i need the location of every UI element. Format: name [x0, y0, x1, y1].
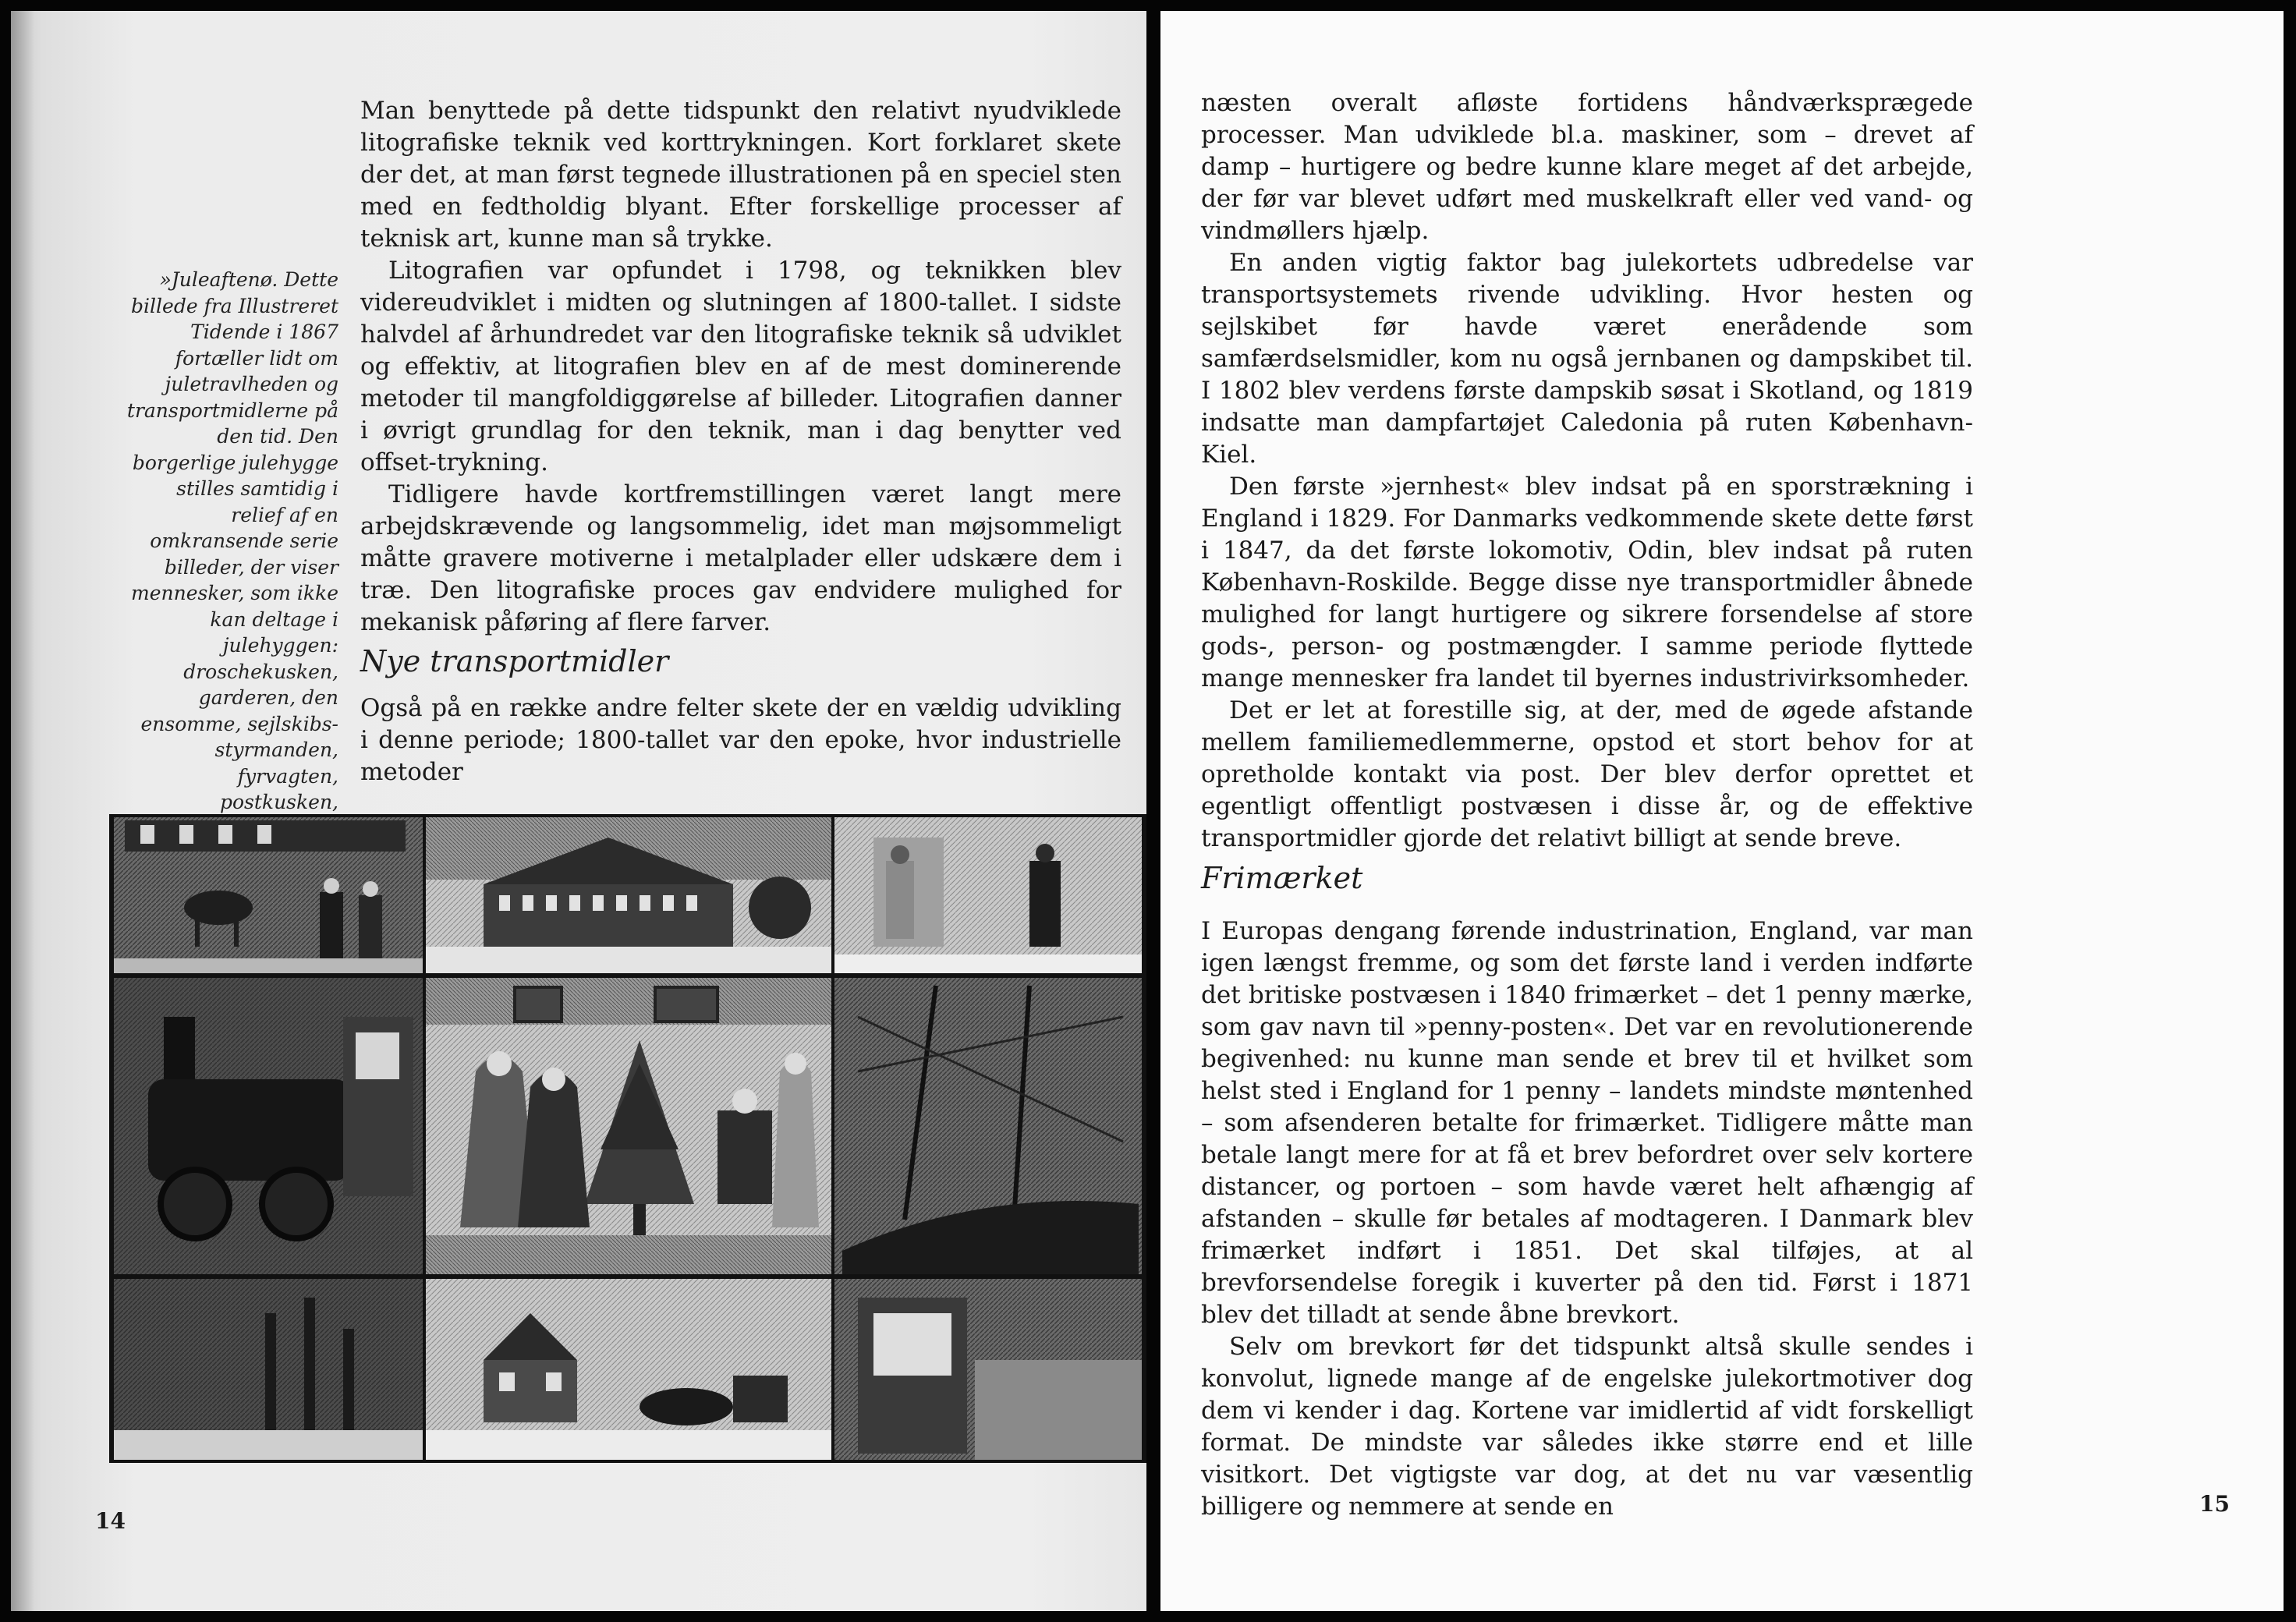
section-heading-transport: Nye transportmidler [360, 644, 669, 678]
section-heading-stamp: Frimærket [1201, 861, 1363, 895]
right-paragraph-5: I Europas dengang førende industrination, England, var man igen længst fremme, og som det første land i verden indførte det britiske postvæsen i 1840 frimærket – det 1 penny mærke, som gav navn til »penny-posten«. Det var en revolutionerende begivenhed: nu kunne man sende et brev til et hvilket som helst sted i England for 1 penny – landets mindste møntenhed – som afsenderen betalte for frimærket. Tidligere måtte man betale langt mere for at få et brev befordret over selv kortere distancer, og portoen – som havde været helt afhængig af afstanden – skulle før betales af modtageren. I Danmark blev frimærket indført i 1851. Det skal tilføjes, at al brevforsendelse foregik i kuverter på den tid. Først i 1871 blev det tilladt at sende åbne brevkort. [1201, 917, 1973, 1329]
right-paragraph-2: En anden vigtig faktor bag julekortets udbredelse var transportsystemets rivende udvikling. Hvor hesten og sejlskibet før havde været enerådende som samfærdselsmidler, kom nu også jernbanen og dampskibet til. I 1802 blev verdens første dampskib søsat i Skotland, og 1819 indsatte man dampfartøjet Caledonia på ruten København-Kiel. [1201, 249, 1973, 469]
page-number-right: 15 [2199, 1491, 2230, 1517]
left-body-text-after-heading [360, 692, 1121, 788]
panel-locomotive [114, 978, 423, 1274]
panel-christmas-tree-room [426, 978, 831, 1274]
christmas-eve-engraving [109, 814, 1146, 1463]
panel-sailing-ship [834, 978, 1142, 1274]
left-page [11, 11, 1146, 1611]
right-paragraph-1: næsten overalt afløste fortidens håndværksprægede processer. Man udviklede bl.a. maskiner, som – drevet af damp – hurtigere og bedre kunne klare meget af det arbejde, der før var blevet udført med muskelkraft eller ved vand- og vindmøllers hjælp. [1201, 89, 1973, 245]
page-number-left: 14 [95, 1508, 126, 1534]
panel-coachman [114, 817, 423, 973]
left-body-text [360, 95, 1121, 639]
image-caption: »Juleaftenø. Dette billede fra Illustreret Tidende i 1867 fortæller lidt om juletravlheden og transportmidlerne på den tid. Den borgerlige julehygge stilles samtidig i relief af en omkransende serie billeder, der viser mennesker, som ikke kan deltage i julehyggen: droschekusken, garderen, den ensomme, sejlskibs-styrmanden, fyrvagten, postkusken, [126, 268, 338, 813]
panel-building [426, 817, 831, 973]
engraving-collage [109, 814, 1146, 1463]
right-paragraph-6: Selv om brevkort før det tidspunkt altså skulle sendes i konvolut, lignede mange af de engelske julekortmotiver dog dem vi kender i dag. Kortene var imidlertid af vidt forskelligt format. De mindste var således ikke større end et lille visitkort. Det vigtigste var dog, at det nu var væsentlig billigere og nemmere at sende en [1201, 1333, 1973, 1521]
right-paragraph-3: Den første »jernhest« blev indsat på en sporstrækning i England i 1829. For Danmarks vedkommende skete dette først i 1847, da det første lokomotiv, Odin, blev indsat på ruten København-Roskilde. Begge disse nye transportmidler åbnede mulighed for langt hurtigere og sikrere forsendelse af store gods-, person- og postmængder. I samme periode flyttede mange mennesker fra landet til byernes industrivirksomheder. [1201, 473, 1973, 692]
right-body-text [1201, 87, 1973, 855]
left-paragraph-4: Også på en række andre felter skete der en vældig udvikling i denne periode; 1800-tallet var den epoke, hvor industrielle metoder [360, 694, 1121, 786]
right-page [1160, 11, 2284, 1611]
panel-post-coach [426, 1279, 831, 1460]
right-body-text-after-heading [1201, 915, 1973, 1523]
left-paragraph-3: Tidligere havde kortfremstillingen været langt mere arbejdskrævende og langsommelig, idet man møjsommeligt måtte gravere motiverne i metalplader eller udskære dem i træ. Den litografiske proces gav endvidere mulighed for mekanisk påføring af flere farver. [360, 480, 1121, 636]
panel-lonely-figures [834, 817, 1142, 973]
page-edge-shadow [11, 11, 34, 1611]
left-paragraph-1: Man benyttede på dette tidspunkt den relativt nyudviklede litografiske teknik ved korttrykningen. Kort forklaret skete der det, at man først tegnede illustrationen på en speciel sten med en fedtholdig blyant. Efter forskellige processer af teknisk art, kunne man så trykke. [360, 97, 1121, 253]
panel-fire-watch [114, 1279, 423, 1460]
left-paragraph-2: Litografien var opfundet i 1798, og teknikken blev videreudviklet i midten og slutningen af 1800-tallet. I sidste halvdel af århundredet var den litografiske teknik så udviklet og effektiv, at litografien blev en af de mest dominerende metoder til mangfoldiggørelse af billeder. Litografien danner i øvrigt grundlag for den teknik, man i dag benytter ved offset-trykning. [360, 257, 1121, 476]
panel-lighthouse-keeper [834, 1279, 1142, 1460]
right-paragraph-4: Det er let at forestille sig, at der, med de øgede afstande mellem familiemedlemmerne, opstod et stort behov for at opretholde kontakt via post. Der blev derfor oprettet et egentligt offentligt postvæsen i disse år, og de effektive transportmidler gjorde det relativt billigt at sende breve. [1201, 696, 1973, 852]
